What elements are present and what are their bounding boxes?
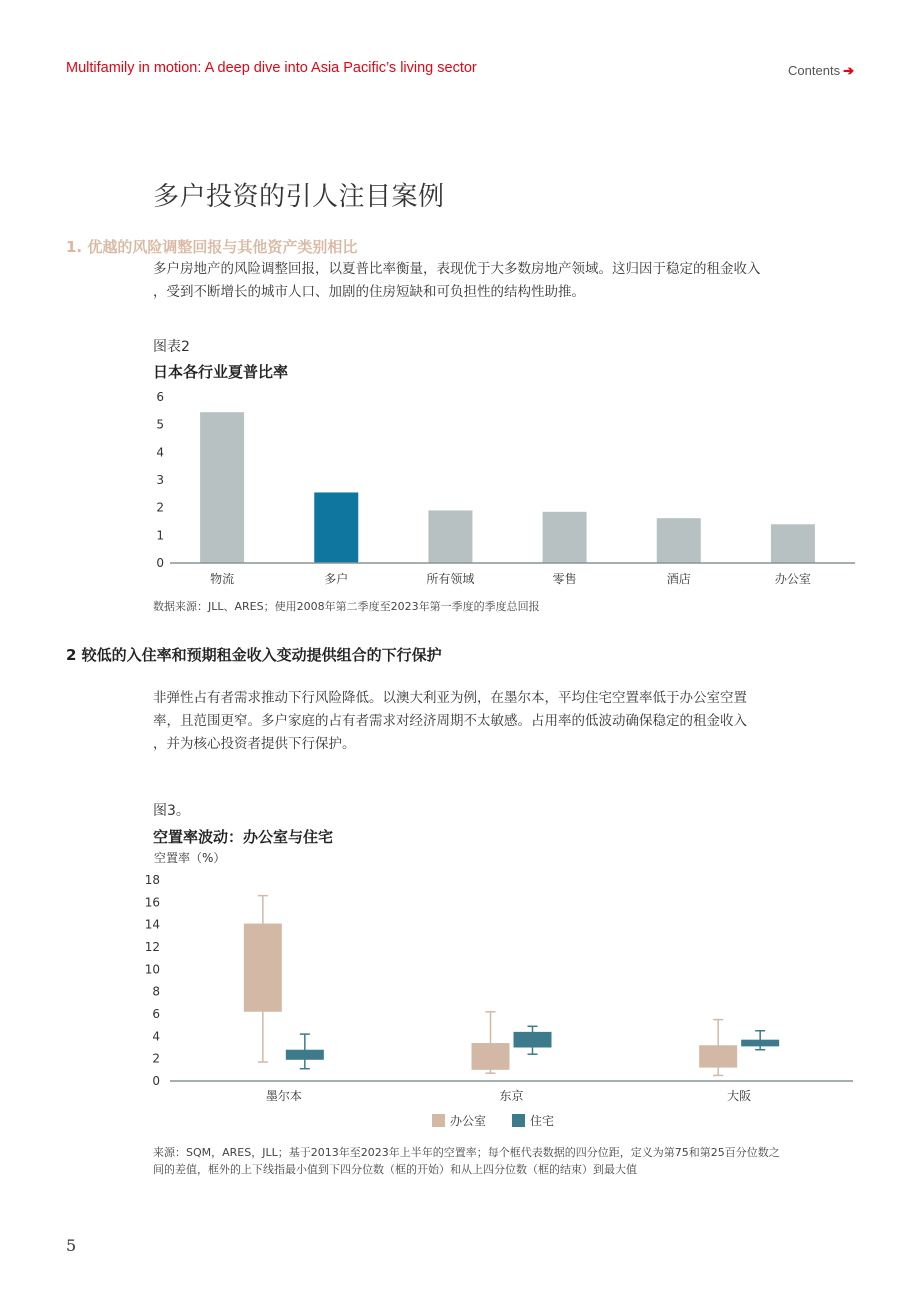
- x-tick-label: 多户: [324, 572, 349, 586]
- figure3-title: 空置率波动：办公室与住宅: [153, 828, 334, 846]
- paragraph-line: ，并为核心投资者提供下行保护。: [153, 736, 356, 752]
- report-title: Multifamily in motion: A deep dive into Asia Pacific’s living sector: [66, 60, 477, 76]
- x-tick-label: 零售: [552, 572, 577, 586]
- box-住宅-东京: [514, 1032, 552, 1048]
- y-tick-label: 6: [152, 1007, 160, 1021]
- legend-label: 办公室: [450, 1114, 487, 1128]
- figure3-source: [153, 1144, 853, 1178]
- box-办公室-大阪: [699, 1045, 737, 1067]
- contents-link[interactable]: [788, 63, 854, 79]
- y-axis-title: 空置率（%）: [154, 851, 226, 865]
- y-tick-label: 18: [144, 873, 160, 887]
- x-tick-label: 墨尔本: [265, 1089, 302, 1103]
- box-住宅-墨尔本: [286, 1050, 324, 1060]
- x-tick-label: 大阪: [727, 1089, 752, 1103]
- paragraph-line: 非弹性占有者需求推动下行风险降低。以澳大利亚为例，在墨尔本，平均住宅空置率低于办公室空置: [153, 690, 747, 706]
- figure2-title: 日本各行业夏普比率: [153, 363, 289, 381]
- arrow-right-icon: ➔: [843, 63, 854, 78]
- legend-swatch-住宅: [512, 1114, 525, 1127]
- paragraph-line: ，受到不断增长的城市人口、加剧的住房短缺和可负担性的结构性助推。: [153, 284, 585, 300]
- y-tick-label: 0: [152, 1074, 160, 1088]
- section1-heading: 1. 优越的风险调整回报与其他资产类别相比: [66, 238, 358, 256]
- box-住宅-大阪: [741, 1040, 779, 1047]
- box-办公室-东京: [472, 1043, 510, 1070]
- legend-swatch-办公室: [432, 1114, 445, 1127]
- y-tick-label: 0: [156, 556, 164, 570]
- bar-物流: [200, 412, 244, 563]
- figure2-source: 数据来源：JLL、ARES；使用2008年第二季度至2023年第一季度的季度总回报: [153, 600, 540, 613]
- box-办公室-墨尔本: [244, 924, 282, 1012]
- x-tick-label: 酒店: [666, 572, 691, 586]
- bar-办公室: [771, 524, 815, 563]
- bar-多户: [314, 492, 358, 563]
- x-tick-label: 东京: [499, 1089, 524, 1103]
- page-heading: 多户投资的引人注目案例: [153, 182, 445, 212]
- contents-label: Contents: [788, 63, 841, 78]
- section2-heading: 2 较低的入住率和预期租金收入变动提供组合的下行保护: [66, 646, 442, 664]
- y-tick-label: 4: [152, 1029, 160, 1044]
- vacancy-boxplot-chart: [140, 846, 860, 1136]
- section1-paragraph: [153, 258, 853, 304]
- y-tick-label: 6: [156, 390, 164, 404]
- bar-酒店: [657, 518, 701, 563]
- y-tick-label: 3: [156, 473, 164, 487]
- y-tick-label: 8: [152, 984, 160, 999]
- bar-零售: [543, 512, 587, 563]
- figure3-label: 图3。: [153, 803, 190, 819]
- source-line: 间的差值，框外的上下线指最小值到下四分位数（框的开始）和从上四分位数（框的结束）到最大值: [153, 1163, 637, 1176]
- y-tick-label: 1: [156, 528, 164, 543]
- section2-paragraph: [153, 687, 853, 756]
- bar-所有领域: [428, 510, 472, 563]
- y-tick-label: 2: [156, 500, 164, 515]
- page-number: 5: [66, 1236, 77, 1255]
- legend-label: 住宅: [530, 1114, 555, 1128]
- x-tick-label: 办公室: [774, 572, 811, 586]
- y-tick-label: 10: [144, 962, 160, 977]
- figure2-label: 图表2: [153, 339, 190, 355]
- source-line: 来源：SQM，ARES，JLL；基于2013年至2023年上半年的空置率；每个框代表数据的四分位距，定义为第75和第25百分位数之: [153, 1146, 780, 1159]
- sharpe-ratio-bar-chart: [140, 385, 860, 590]
- y-tick-label: 12: [144, 940, 160, 954]
- y-tick-label: 5: [156, 417, 164, 432]
- y-tick-label: 14: [144, 917, 160, 932]
- paragraph-line: 多户房地产的风险调整回报，以夏普比率衡量，表现优于大多数房地产领域。这归因于稳定的租金收入: [153, 261, 761, 277]
- x-tick-label: 物流: [210, 572, 235, 586]
- y-tick-label: 2: [152, 1051, 160, 1066]
- paragraph-line: 率，且范围更窄。多户家庭的占有者需求对经济周期不太敏感。占用率的低波动确保稳定的租金收入: [153, 713, 747, 729]
- x-tick-label: 所有领域: [426, 572, 475, 586]
- y-tick-label: 16: [144, 895, 160, 910]
- y-tick-label: 4: [156, 445, 164, 460]
